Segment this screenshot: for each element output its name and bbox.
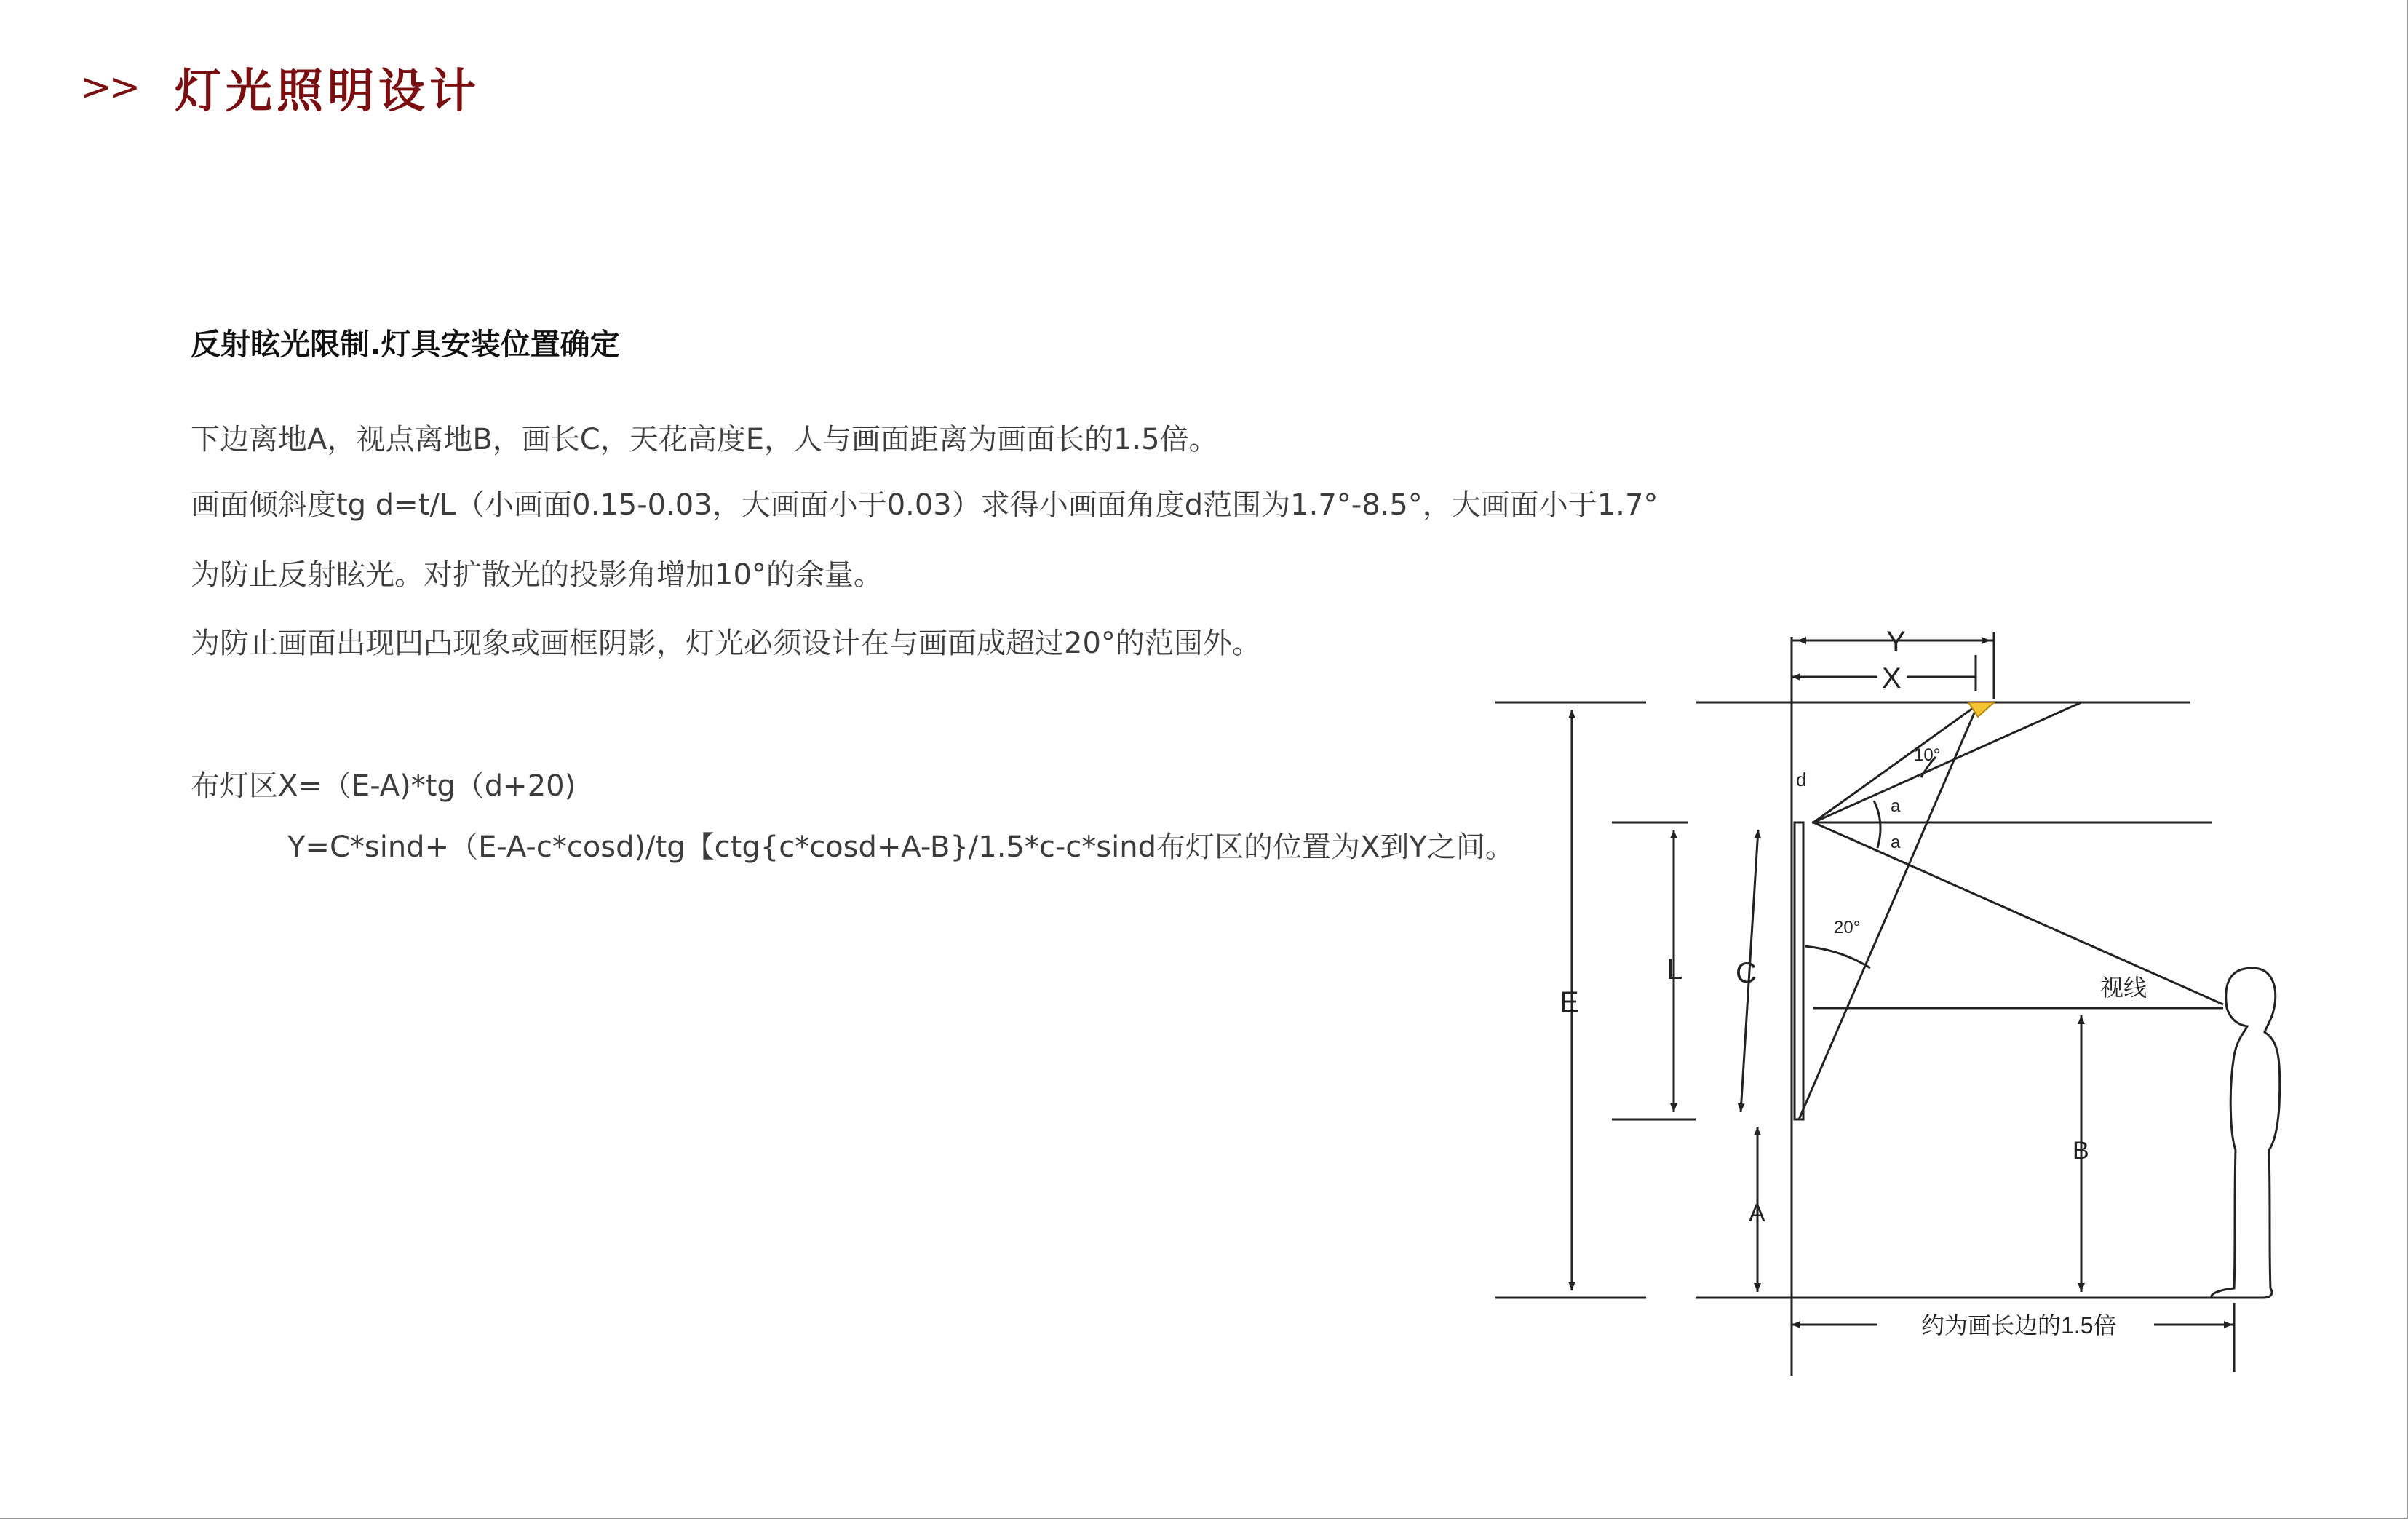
label-b: B bbox=[2073, 1137, 2089, 1165]
ray-20deg bbox=[1799, 705, 1978, 1119]
paragraph-definitions: 下边离地A，视点离地B，画长C，天花高度E，人与画面距离为画面长的1.5倍。 bbox=[191, 423, 1218, 456]
label-e: E bbox=[1559, 986, 1579, 1018]
label-x: X bbox=[1882, 662, 1902, 694]
label-c: C bbox=[1736, 957, 1757, 989]
painting bbox=[1795, 822, 1803, 1119]
formula-y: Y=C*sind+（E-A-c*cosd)/tg【ctg{c*cosd+A-B}/1.5*c-c*sind布灯区的位置为X到Y之间。 bbox=[287, 830, 1514, 864]
label-y: Y bbox=[1886, 626, 1906, 658]
section-subtitle: 反射眩光限制.灯具安装位置确定 bbox=[191, 327, 620, 362]
person-silhouette bbox=[2212, 968, 2280, 1298]
chevron-right-icon: >> bbox=[80, 66, 138, 109]
label-l: L bbox=[1666, 953, 1683, 985]
paragraph-shadow: 为防止画面出现凹凸现象或画框阴影，灯光必须设计在与画面成超过20°的范围外。 bbox=[191, 627, 1261, 660]
paragraph-glare: 为防止反射眩光。对扩散光的投影角增加10°的余量。 bbox=[191, 558, 883, 592]
label-sightline: 视线 bbox=[2100, 975, 2147, 1001]
ray-top bbox=[1813, 702, 2081, 822]
label-a1: a bbox=[1891, 796, 1901, 816]
label-10deg: 10° bbox=[1914, 745, 1941, 765]
label-a: A bbox=[1749, 1199, 1765, 1227]
label-distance: 约为画长边的1.5倍 bbox=[1921, 1312, 2117, 1338]
page-title: 灯光照明设计 bbox=[175, 64, 480, 119]
formula-x: 布灯区X=（E-A)*tg（d+20) bbox=[191, 769, 576, 803]
ray-sight bbox=[1813, 822, 2223, 1004]
label-a2: a bbox=[1891, 833, 1901, 852]
label-d: d bbox=[1796, 769, 1807, 790]
paragraph-tilt: 画面倾斜度tg d=t/L（小画面0.15-0.03，大画面小于0.03）求得小画面角度d范围为1.7°-8.5°，大画面小于1.7° bbox=[191, 488, 1658, 522]
label-20deg: 20° bbox=[1834, 918, 1861, 937]
